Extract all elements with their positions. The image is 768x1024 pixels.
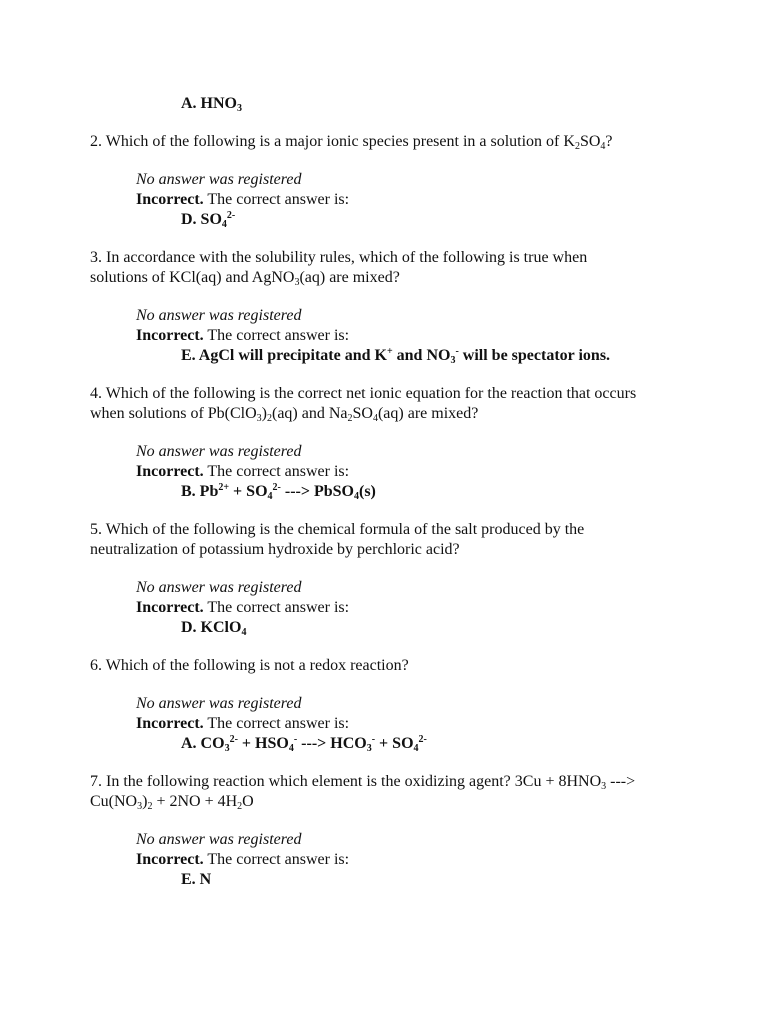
feedback-line: Incorrect. The correct answer is: [136,191,350,208]
feedback-line: Incorrect. The correct answer is: [136,327,350,344]
question-3-text-line2: solutions of KCl(aq) and AgNO$_3$(aq) are mixed? [90,269,400,288]
question-3-text: 3. In accordance with the solubility rules, which of the following is true when [90,249,588,266]
correct-answer: E. N [181,871,212,888]
question-4-text: 4. Which of the following is the correct net ionic equation for the reaction that occurs [90,385,637,402]
no-answer-message: No answer was registered [136,831,302,848]
correct-answer: D. $SO_4^{2-}$ [181,210,236,230]
feedback-line: Incorrect. The correct answer is: [136,851,350,868]
correct-answer: B. $Pb^{2+} + SO_4^{2-}$ ---> PbSO$_4$(s) [181,482,376,502]
feedback-line: Incorrect. The correct answer is: [136,715,350,732]
question-4-text-line2: when solutions of $Pb(ClO_3)_2(aq)$ and $Na_2SO_4(aq)$ are mixed? [90,405,479,424]
question-7-text: 7. In the following reaction which element is the oxidizing agent? $3Cu + 8HNO_3$ ---> [90,773,636,792]
correct-answer: D. KClO$_4$ [181,619,247,638]
previous-answer: A. $HNO_3$ [181,95,242,114]
question-6-text: 6. Which of the following is not a redox reaction? [90,657,409,674]
question-5-text: 5. Which of the following is the chemical formula of the salt produced by the [90,521,585,538]
question-5-text-line2: neutralization of potassium hydroxide by perchloric acid? [90,541,460,558]
question-2-text: 2. Which of the following is a major ionic species present in a solution of $K_2SO_4$? [90,133,613,152]
no-answer-message: No answer was registered [136,171,302,188]
no-answer-message: No answer was registered [136,695,302,712]
feedback-line: Incorrect. The correct answer is: [136,463,350,480]
question-7-text-line2: $Cu(NO_3)_2 + 2NO + 4H_2O$ [90,793,254,812]
correct-answer: A. $CO_3^{2-} + HSO_4^-$ ---> $HCO_3^- + SO_4^{2-}$ [181,734,427,754]
no-answer-message: No answer was registered [136,443,302,460]
correct-answer: E. AgCl will precipitate and K+ and $NO_3^-$ will be spectator ions. [181,346,611,366]
no-answer-message: No answer was registered [136,307,302,324]
no-answer-message: No answer was registered [136,579,302,596]
feedback-line: Incorrect. The correct answer is: [136,599,350,616]
